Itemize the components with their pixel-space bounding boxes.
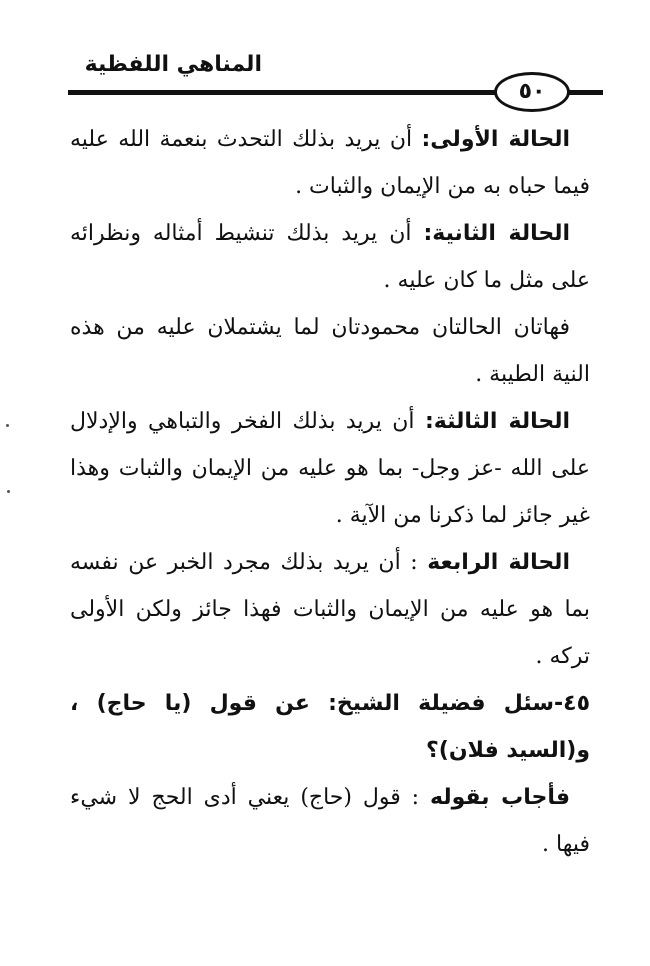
paragraph-case-three (70, 398, 590, 539)
body-text (70, 116, 590, 868)
question-heading: ٤٥-سئل فضيلة الشيخ: عن قول (يا حاج) ، و(السيد فلان)؟ (70, 691, 590, 763)
case-three-term: الحالة الثالثة: (424, 409, 570, 434)
answer-text: : قول (حاج) يعني أدى الحج لا شيء فيها . (70, 785, 590, 857)
page-number: ٥٠ (494, 72, 570, 112)
case-two-text: أن يريد بذلك تنشيط أمثاله ونظرائه على مثل ما كان عليه . (70, 221, 590, 293)
answer-term: فأجاب بقوله (430, 785, 570, 810)
scan-speck (6, 424, 9, 427)
paragraph-case-four (70, 539, 590, 680)
scan-speck (7, 490, 10, 493)
running-title: المناهي اللفظية (84, 52, 262, 77)
paragraph-summary (70, 304, 590, 398)
paragraph-case-two (70, 210, 590, 304)
summary-text: فهاتان الحالتان محمودتان لما يشتملان عليه من هذه النية الطيبة . (70, 315, 590, 387)
paragraph-case-one (70, 116, 590, 210)
case-two-term: الحالة الثانية: (423, 221, 570, 246)
case-four-term: الحالة الرابعة (427, 550, 570, 575)
case-three-text: أن يريد بذلك الفخر والتباهي والإدلال على الله -عز وجل- بما هو عليه من الإيمان والثبات وهذا غير جائز لما ذكرنا من الآية . (70, 409, 590, 528)
case-one-term: الحالة الأولى: (421, 127, 571, 152)
case-four-text: : أن يريد بذلك مجرد الخبر عن نفسه بما هو عليه من الإيمان والثبات فهذا جائز ولكن الأولى تركه . (70, 550, 590, 669)
case-one-text: أن يريد بذلك التحدث بنعمة الله عليه فيما حباه به من الإيمان والثبات . (70, 127, 590, 199)
paragraph-answer (70, 774, 590, 868)
